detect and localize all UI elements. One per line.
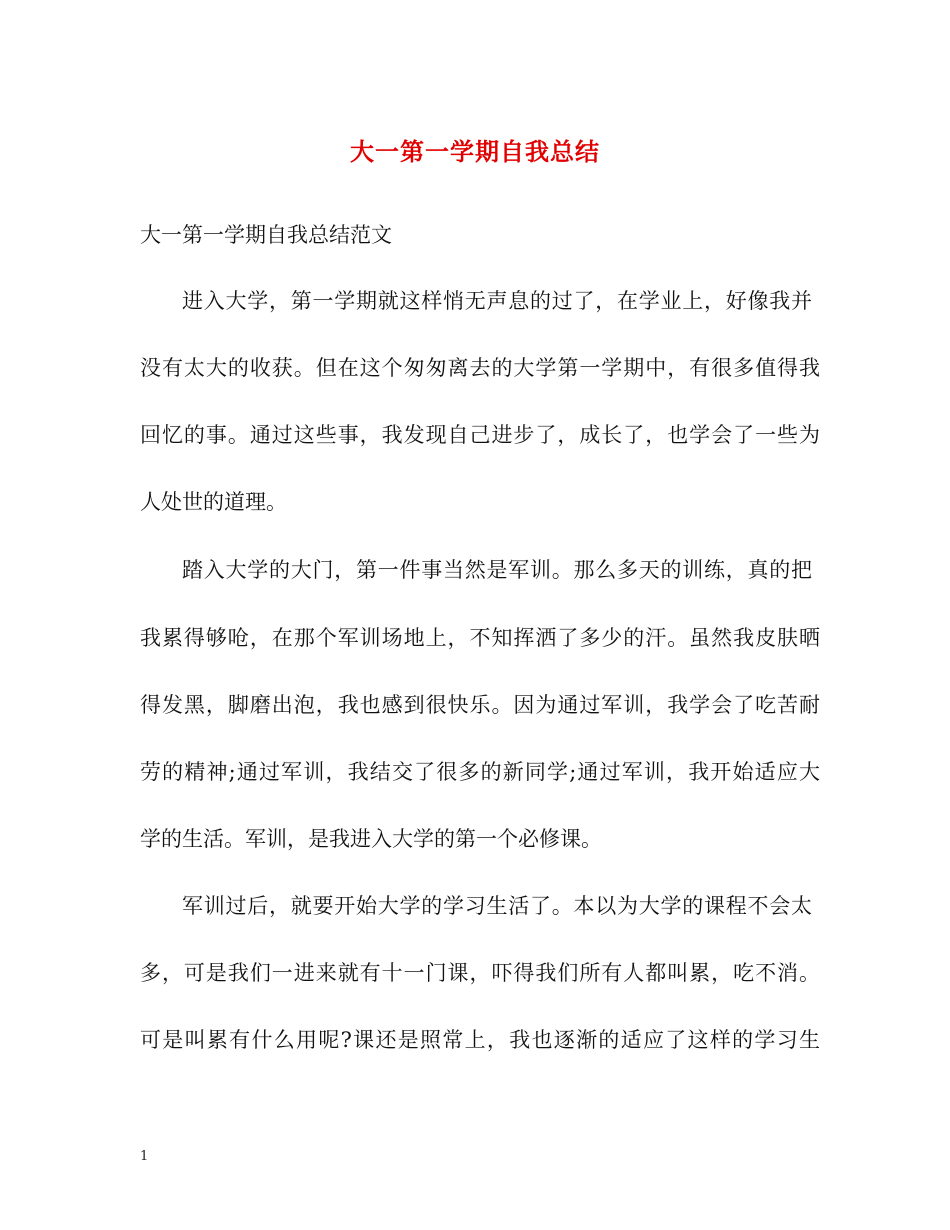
- document-title: 大一第一学期自我总结: [350, 137, 600, 166]
- document-subtitle: 大一第一学期自我总结范文: [140, 223, 392, 247]
- text-line: 得发黑，脚磨出泡，我也感到很快乐。因为通过军训，我学会了吃苦耐: [140, 693, 820, 717]
- text-line: 回忆的事。通过这些事，我发现自己进步了，成长了，也学会了一些为: [140, 423, 820, 447]
- text-line: 劳的精神;通过军训，我结交了很多的新同学;通过军训，我开始适应大: [140, 760, 820, 784]
- text-line: 踏入大学的大门，第一件事当然是军训。那么多天的训练，真的把: [182, 558, 812, 582]
- text-line: 多，可是我们一进来就有十一门课，吓得我们所有人都叫累，吃不消。: [140, 961, 820, 985]
- text-line: 我累得够呛，在那个军训场地上，不知挥洒了多少的汗。虽然我皮肤晒: [140, 626, 820, 650]
- text-line: 军训过后，就要开始大学的学习生活了。本以为大学的课程不会太: [182, 894, 812, 918]
- text-line: 学的生活。军训，是我进入大学的第一个必修课。: [140, 827, 602, 851]
- page-number: 1: [140, 1149, 149, 1164]
- text-line: 可是叫累有什么用呢?课还是照常上，我也逐渐的适应了这样的学习生: [140, 1028, 820, 1052]
- text-line: 进入大学，第一学期就这样悄无声息的过了，在学业上，好像我并: [182, 289, 812, 313]
- text-line: 人处世的道理。: [140, 490, 287, 514]
- text-line: 没有太大的收获。但在这个匆匆离去的大学第一学期中，有很多值得我: [140, 356, 820, 380]
